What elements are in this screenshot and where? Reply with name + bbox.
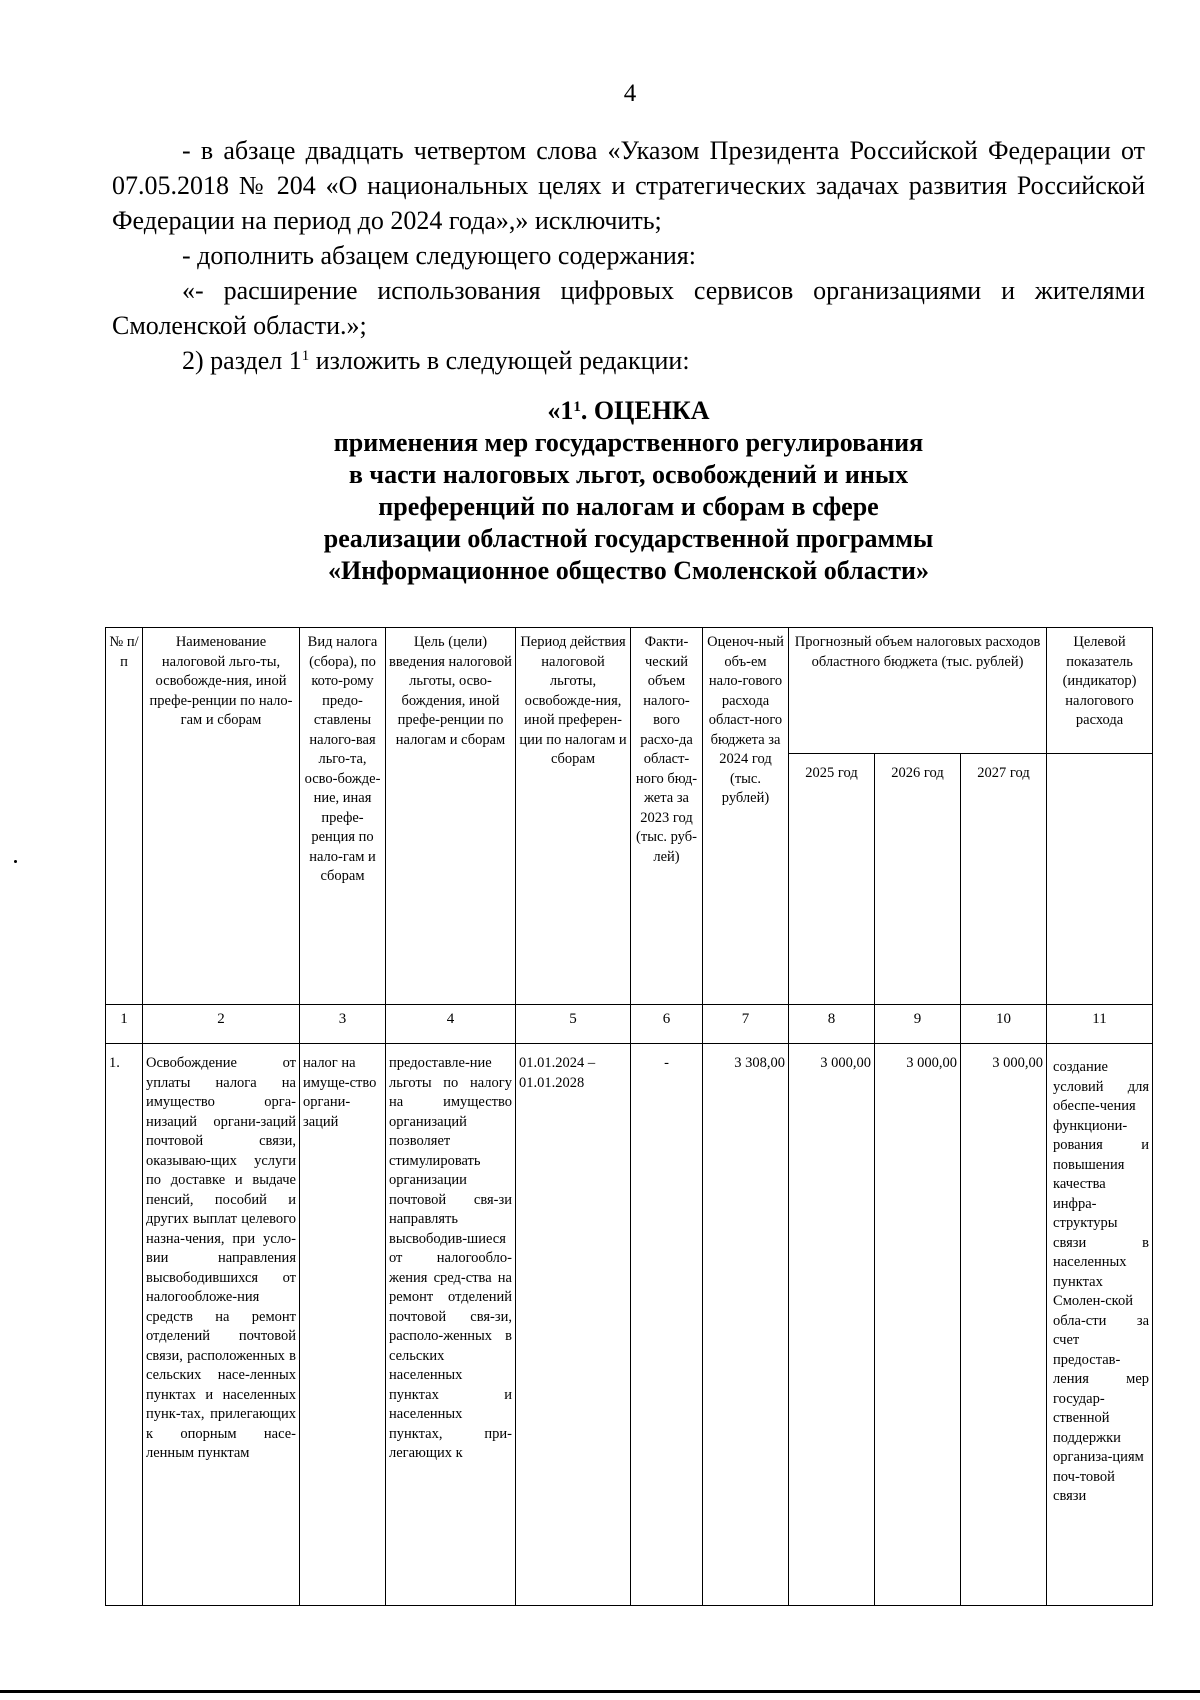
paragraph-1: - в абзаце двадцать четвертом слова «Указом Президента Российской Федерации от 07.05.2018 № 204 «О национальных целях и стратегических задачах развития Российской Федерации на период до 2024 года»,» исключить; [112,136,1145,235]
row-tax: налог на имуще-ство органи-заций [300,1044,386,1606]
row-num: 1. [106,1044,143,1606]
header-period: Период действия налоговой льготы, освобожде-ния, иной преферен-ции по налогам и сборам [516,628,631,1005]
column-number: 8 [789,1005,875,1044]
header-2026: 2026 год [875,754,961,1005]
heading-line-4: реализации областной государственной программы [323,524,934,553]
heading-line-3: преференций по налогам и сборам в сфере [378,492,879,521]
section-line [112,343,1145,378]
column-number: 10 [961,1005,1047,1044]
row-forecast-2025: 3 000,00 [789,1044,875,1606]
header-num: № п/п [106,628,143,1005]
column-number: 7 [703,1005,789,1044]
paragraph-3: «- расширение использования цифровых сервисов организациями и жителями Смоленской области.»; [112,276,1145,340]
scan-speck [14,860,17,863]
column-number-row [106,1005,1153,1044]
table-row [106,1044,1153,1606]
column-number: 9 [875,1005,961,1044]
heading-line-2: в части налоговых льгот, освобождений и иных [348,460,909,489]
column-number: 2 [143,1005,300,1044]
row-indicator: создание условий для обеспе-чения функциони-рования и повышения качества инфра-структуры связи в населенных пунктах Смолен-ской обла-сти за счет предостав-ления мер государ-ственной поддержки организа-циям поч-товой связи [1047,1044,1153,1606]
row-period: 01.01.2024 – 01.01.2028 [516,1044,631,1606]
header-est-2024: Оценоч-ный объ-ем нало-гового расхода област-ного бюджета за 2024 год (тыс. рублей) [703,628,789,1005]
header-indicator: Целевой показатель (индикатор) налогового расхода [1047,628,1153,754]
header-fact-2023: Факти-ческий объем налого-вого расхо-да област-ного бюд-жета за 2023 год (тыс. руб-лей) [631,628,703,1005]
row-forecast-2027: 3 000,00 [961,1044,1047,1606]
heading-sup: 1 [573,399,581,415]
header-tax-type: Вид налога (сбора), по кото-рому предо-ставлены налого-вая льго-та, осво-божде-ние, иная префе-ренция по нало-гам и сборам [300,628,386,1005]
section-heading [112,395,1145,587]
heading-line-5: «Информационное общество Смоленской области» [327,556,930,585]
section-line-after: изложить в следующей редакции: [309,346,690,375]
heading-line-1: применения мер государственного регулирования [333,428,924,457]
header-forecast-group: Прогнозный объем налоговых расходов областного бюджета (тыс. рублей) [789,628,1047,754]
scan-bottom-edge [0,1690,1200,1693]
heading-open: «1 [547,396,574,425]
row-goal: предоставле-ние льготы по налогу на имущество организаций позволяет стимулировать организации почтовой свя-зи направлять высвободив-шиеся от налогообло-жения сред-ства на ремонт отделений почтовой свя-зи, располо-женных в сельских населенных пунктах и населенных пунктах, при-легающих к [386,1044,516,1606]
column-number: 11 [1047,1005,1153,1044]
column-number: 3 [300,1005,386,1044]
header-2027: 2027 год [961,754,1047,1005]
header-row-1 [106,628,1153,754]
column-number: 4 [386,1005,516,1044]
row-name: Освобождение от уплаты налога на имущество орга-низаций органи-заций почтовой связи, оказываю-щих услуги по доставке и выдаче пенсий, пособий и других выплат целевого назна-чения, при усло-вии направления высвободившихся от налогообложе-ния средств на ремонт отделений почтовой связи, расположенных в сельских насе-ленных пунктах и населенных пунк-тах, прилегающих к опорным насе-ленным пунктам [143,1044,300,1606]
heading-title-text: . ОЦЕНКА [580,396,710,425]
section-line-sup: 1 [301,348,310,364]
section-line-before: 2) раздел 1 [182,346,302,375]
column-number: 6 [631,1005,703,1044]
tax-expenditure-table [105,627,1153,1606]
page-number: 4 [623,80,637,107]
row-fact-2023: - [631,1044,703,1606]
header-2025: 2025 год [789,754,875,1005]
header-goal: Цель (цели) введения налоговой льготы, осво-бождения, иной префе-ренции по налогам и сборам [386,628,516,1005]
header-indicator-empty [1047,754,1153,1005]
column-number: 1 [106,1005,143,1044]
body-text [112,133,1145,378]
row-est-2024: 3 308,00 [703,1044,789,1606]
paragraph-2: - дополнить абзацем следующего содержания: [182,241,696,270]
header-name: Наименование налоговой льго-ты, освобожде-ния, иной префе-ренции по нало-гам и сборам [143,628,300,1005]
row-forecast-2026: 3 000,00 [875,1044,961,1606]
column-number: 5 [516,1005,631,1044]
heading-title [112,395,1145,427]
